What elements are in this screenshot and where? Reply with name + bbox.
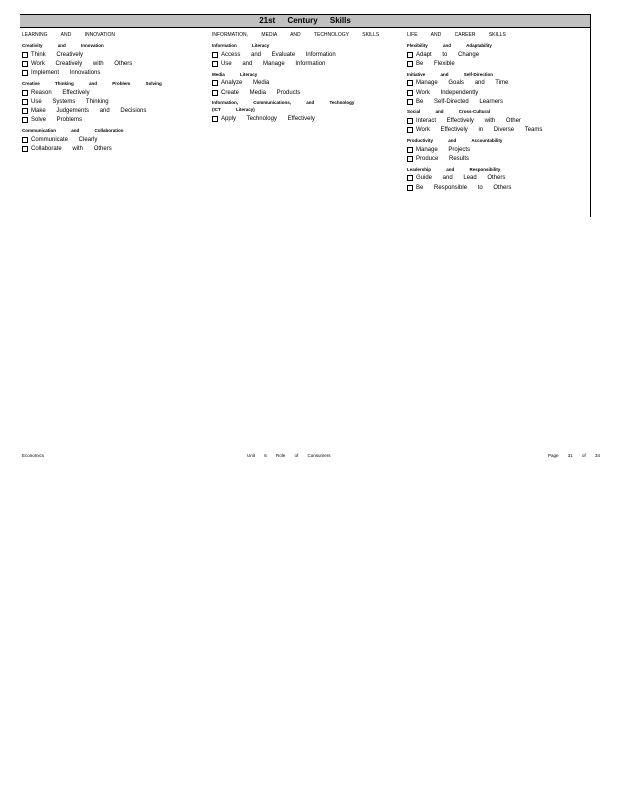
group-heading-continued: (ICT Literacy) xyxy=(212,107,255,113)
checklist-item[interactable]: Be Flexible xyxy=(407,59,587,68)
checklist-item[interactable]: Be Responsible to Others xyxy=(407,183,587,192)
checkbox[interactable] xyxy=(407,147,413,153)
group-heading: Leadership and Responsibility xyxy=(407,166,501,172)
checkbox[interactable] xyxy=(407,61,413,67)
group-heading: Creative Thinking and Problem Solving xyxy=(22,80,162,86)
checklist-item[interactable]: Work Independently xyxy=(407,88,587,97)
checkbox[interactable] xyxy=(22,52,28,58)
checkbox[interactable] xyxy=(212,80,218,86)
checklist-item[interactable]: Use Systems Thinking xyxy=(22,97,197,106)
footer-unit: Unit 6 Role of Consumers xyxy=(247,453,331,458)
checkbox[interactable] xyxy=(407,127,413,133)
checklist-item[interactable]: Work Effectively in Diverse Teams xyxy=(407,126,587,135)
checkbox[interactable] xyxy=(22,99,28,105)
checkbox[interactable] xyxy=(407,175,413,181)
checklist-item[interactable]: Manage Projects xyxy=(407,145,587,154)
checkbox[interactable] xyxy=(407,90,413,96)
checklist-item[interactable]: Interact Effectively with Other xyxy=(407,116,587,125)
group-heading: Creativity and Innovation xyxy=(22,43,104,48)
checklist-item[interactable]: Work Creatively with Others xyxy=(22,59,197,68)
checklist-item[interactable]: Analyze Media xyxy=(212,79,392,88)
checklist-item[interactable]: Make Judgements and Decisions xyxy=(22,106,197,115)
footer-page-number: Page 31 of 34 xyxy=(548,453,601,458)
checklist-item[interactable]: Implement Innovations xyxy=(22,69,197,78)
page-title: 21st Century Skills xyxy=(259,16,351,25)
skills-table xyxy=(20,14,591,217)
group-heading: Information Literacy xyxy=(212,43,270,48)
checkbox[interactable] xyxy=(407,156,413,162)
group-heading: Flexibility and Adaptability xyxy=(407,43,492,48)
checklist-item[interactable]: Collaborate with Others xyxy=(22,144,197,153)
checklist-item[interactable]: Access and Evaluate Information xyxy=(212,50,392,59)
group-heading: Communication and Collaboration xyxy=(22,128,124,134)
checklist-item[interactable]: Produce Results xyxy=(407,154,587,163)
checklist-item[interactable]: Think Creatively xyxy=(22,50,197,59)
checklist-item[interactable]: Adapt to Change xyxy=(407,50,587,59)
checkbox[interactable] xyxy=(407,185,413,191)
group-heading: Productivity and Accountability xyxy=(407,138,503,144)
group-heading: Media Literacy xyxy=(212,71,258,77)
checkbox[interactable] xyxy=(22,137,28,143)
checklist-item[interactable]: Use and Manage Information xyxy=(212,59,392,68)
checkbox[interactable] xyxy=(407,99,413,105)
checkbox[interactable] xyxy=(22,90,28,96)
checkbox[interactable] xyxy=(212,90,218,96)
checkbox[interactable] xyxy=(407,118,413,124)
skills-column-information xyxy=(212,30,392,123)
group-heading: Information, Communications, and Technology xyxy=(212,100,355,106)
column-heading: LIFE AND CAREER SKILLS xyxy=(407,32,506,38)
checkbox[interactable] xyxy=(407,80,413,86)
checklist-item[interactable]: Be Self-Directed Learners xyxy=(407,97,587,106)
checkbox[interactable] xyxy=(212,116,218,122)
checklist-item[interactable]: Manage Goals and Time xyxy=(407,79,587,88)
checkbox[interactable] xyxy=(22,108,28,114)
title-bar xyxy=(20,15,590,28)
checklist-item[interactable]: Reason Effectively xyxy=(22,88,197,97)
checkbox[interactable] xyxy=(22,146,28,152)
column-heading: INFORMATION, MEDIA AND TECHNOLOGY SKILLS xyxy=(212,32,380,38)
checkbox[interactable] xyxy=(407,52,413,58)
group-heading: Social and Cross-Cultural xyxy=(407,109,491,115)
checkbox[interactable] xyxy=(212,52,218,58)
skills-column-learning xyxy=(22,30,197,154)
checklist-item[interactable]: Guide and Lead Others xyxy=(407,174,587,183)
checkbox[interactable] xyxy=(22,117,28,123)
checkbox[interactable] xyxy=(22,61,28,67)
footer-course: Economics xyxy=(22,453,45,458)
column-heading: LEARNING AND INNOVATION xyxy=(22,32,115,38)
checklist-item[interactable]: Communicate Clearly xyxy=(22,135,197,144)
checkbox[interactable] xyxy=(212,61,218,67)
checklist-item[interactable]: Solve Problems xyxy=(22,116,197,125)
skills-column-life-career xyxy=(407,30,587,192)
group-heading: Initiative and Self-Direction xyxy=(407,71,494,77)
checklist-item[interactable]: Apply Technology Effectively xyxy=(212,114,392,123)
checklist-item[interactable]: Create Media Products xyxy=(212,88,392,97)
checkbox[interactable] xyxy=(22,70,28,76)
